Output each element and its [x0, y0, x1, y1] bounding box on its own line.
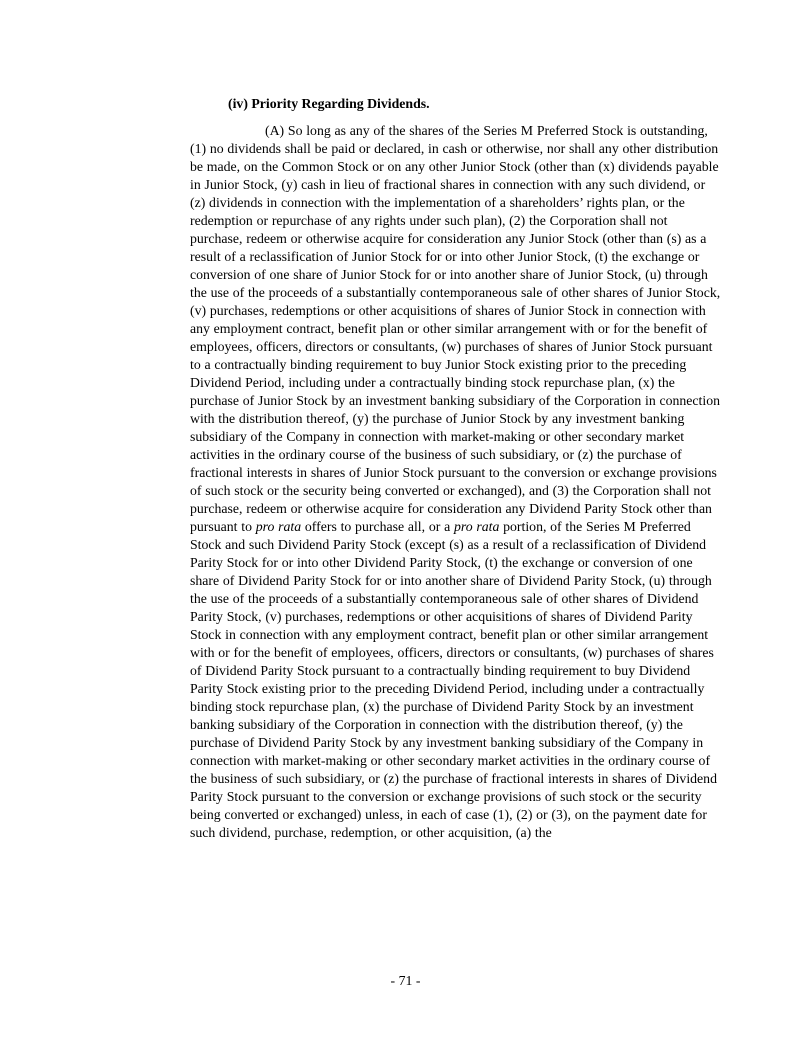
document-body	[190, 95, 722, 842]
section-heading: (iv) Priority Regarding Dividends.	[228, 96, 430, 111]
body-paragraph: (A) So long as any of the shares of the Series M Preferred Stock is outstanding, (1) no dividends shall be paid or declared, in cash or otherwise, nor shall any other distribution be made, on the Common Stock or on any other Junior Stock (other than (x) dividends payable in Junior Stock, (y) cash in lieu of fractional shares in connection with any such dividend, or (z) dividends in connection with the implementation of a shareholders’ rights plan, or the redemption or repurchase of any rights under such plan), (2) the Corporation shall not purchase, redeem or otherwise acquire for consideration any Junior Stock (other than (s) as a result of a reclassification of Junior Stock for or into other Junior Stock, (t) the exchange or conversion of one share of Junior Stock for or into another share of Junior Stock, (u) through the use of the proceeds of a substantially contemporaneous sale of other shares of Junior Stock, (v) purchases, redemptions or other acquisitions of shares of Junior Stock in connection with any employment contract, benefit plan or other similar arrangement with or for the benefit of employees, officers, directors or consultants, (w) purchases of shares of Junior Stock pursuant to a contractually binding requirement to buy Junior Stock existing prior to the preceding Dividend Period, including under a contractually binding stock repurchase plan, (x) the purchase of Junior Stock by an investment banking subsidiary of the Corporation in connection with the distribution thereof, (y) the purchase of Junior Stock by any investment banking subsidiary of the Company in connection with market-making or other secondary market activities in the ordinary course of the business of such subsidiary, or (z) the purchase of fractional interests in shares of Junior Stock pursuant to the conversion or exchange provisions of such stock or the security being converted or exchanged), and (3) the Corporation shall not purchase, redeem or otherwise acquire for consideration any Dividend Parity Stock other than pursuant to pro rata offers to purchase all, or a pro rata portion, of the Series M Preferred Stock and such Dividend Parity Stock (except (s) as a result of a reclassification of Dividend Parity Stock for or into other Dividend Parity Stock, (t) the exchange or conversion of one share of Dividend Parity Stock for or into another share of Dividend Parity Stock, (u) through the use of the proceeds of a substantially contemporaneous sale of other shares of Dividend Parity Stock, (v) purchases, redemptions or other acquisitions of shares of Dividend Parity Stock in connection with any employment contract, benefit plan or other similar arrangement with or for the benefit of employees, officers, directors or consultants, (w) purchases of shares of Dividend Parity Stock pursuant to a contractually binding requirement to buy Dividend Parity Stock existing prior to the preceding Dividend Period, including under a contractually binding stock repurchase plan, (x) the purchase of Dividend Parity Stock by an investment banking subsidiary of the Corporation in connection with the distribution thereof, (y) the purchase of Dividend Parity Stock by any investment banking subsidiary of the Company in connection with market-making or other secondary market activities in the ordinary course of the business of such subsidiary, or (z) the purchase of fractional interests in shares of Dividend Parity Stock pursuant to the conversion or exchange provisions of such stock or the security being converted or exchanged) unless, in each of case (1), (2) or (3), on the payment date for such dividend, purchase, redemption, or other acquisition, (a) the	[190, 123, 721, 840]
page-number: - 71 -	[390, 973, 421, 988]
